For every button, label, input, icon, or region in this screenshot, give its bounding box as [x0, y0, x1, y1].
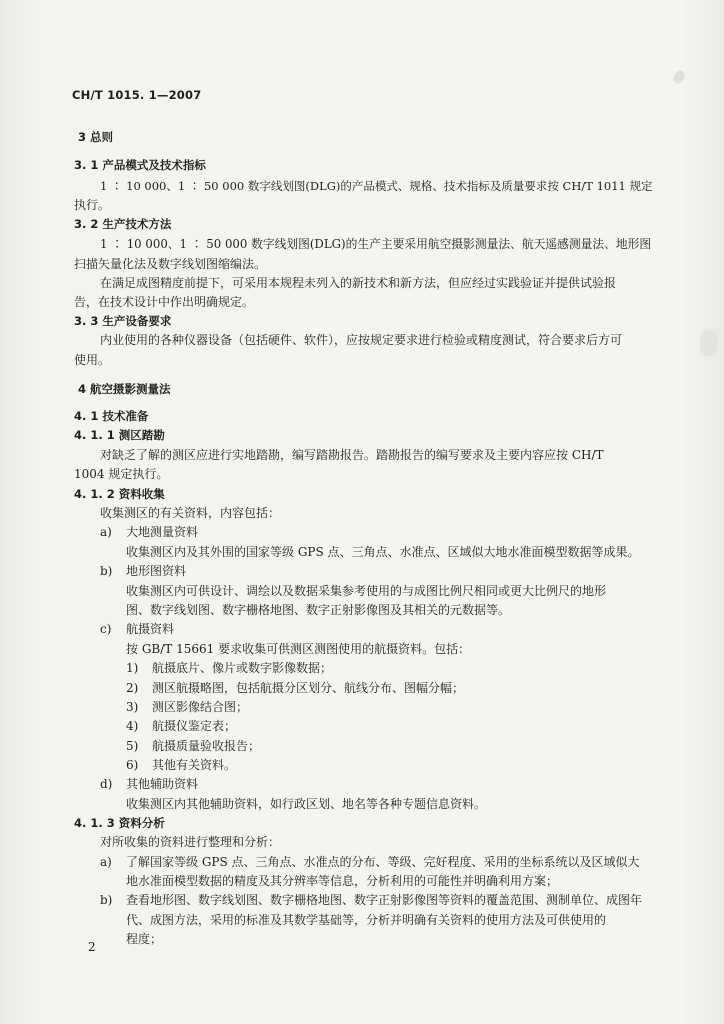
paragraph-line: 1 ∶ 10 000、1 ∶ 50 000 数字线划图(DLG)的产品模式、规格、技术指标及质量要求按 CH/T 1011 规定: [100, 179, 653, 193]
paragraph-line: 内业使用的各种仪器设备（包括硬件、软件），应按规定要求进行检验或精度测试，符合要求后方可: [100, 333, 623, 347]
list-item-title: 大地测量资料: [126, 525, 199, 539]
sub-list-item: 其他有关资料。: [152, 758, 237, 772]
clause-heading: 4. 1. 1 测区踏勘: [74, 428, 165, 442]
paragraph-line: 使用。: [74, 353, 111, 367]
sub-list-marker: 4): [126, 719, 139, 733]
section-heading: 4 航空摄影测量法: [78, 382, 171, 396]
list-marker: c): [100, 622, 112, 636]
subsection-heading: 3. 3 生产设备要求: [74, 314, 172, 328]
paragraph-line: 收集测区内其他辅助资料，如行政区划、地名等各种专题信息资料。: [126, 797, 487, 811]
paragraph-line: 图、数字线划图、数字栅格地图、数字正射影像图及其相关的元数据等。: [126, 603, 511, 617]
paragraph-line: 地水准面模型数据的精度及其分辨率等信息，分析利用的可能性并明确利用方案；: [126, 874, 559, 888]
paragraph-line: 对缺乏了解的测区应进行实地踏勘，编写踏勘报告。踏勘报告的编写要求及主要内容应按 CH/T: [100, 448, 604, 462]
list-marker: a): [100, 525, 112, 539]
paragraph-line: 收集测区内及其外围的国家等级 GPS 点、三角点、水准点、区域似大地水准面模型数据等成果。: [126, 545, 640, 559]
sub-list-marker: 2): [126, 681, 139, 695]
list-item-title: 其他辅助资料: [126, 777, 199, 791]
page-number: 2: [88, 940, 96, 954]
list-marker: a): [100, 855, 112, 869]
subsection-heading: 3. 2 生产技术方法: [74, 217, 172, 231]
scan-speck: [700, 330, 718, 356]
paragraph-line: 执行。: [74, 198, 111, 212]
list-marker: b): [100, 564, 113, 578]
sub-list-marker: 3): [126, 700, 139, 714]
paragraph-line: 程度；: [126, 932, 163, 946]
sub-list-marker: 6): [126, 758, 139, 772]
section-heading: 3 总则: [78, 130, 114, 144]
paragraph-line: 按 GB/T 15661 要求收集可供测区测图使用的航摄资料。包括：: [126, 642, 471, 656]
sub-list-item: 航摄仪鉴定表；: [152, 719, 237, 733]
paragraph-line: 代、成图方法，采用的标准及其数学基础等，分析并明确有关资料的使用方法及可供使用的: [126, 913, 607, 927]
subsection-heading: 3. 1 产品模式及技术指标: [74, 158, 206, 172]
standard-code: CH/T 1015. 1—2007: [72, 88, 202, 102]
paragraph-line: 告，在技术设计中作出明确规定。: [74, 295, 255, 309]
paragraph-line: 在满足成图精度前提下，可采用本规程未列入的新技术和新方法，但应经过实践验证并提供试验报: [100, 276, 617, 290]
paragraph-line: 扫描矢量化法及数字线划图缩编法。: [74, 257, 267, 271]
list-item-title: 航摄资料: [126, 622, 175, 636]
paragraph-line: 了解国家等级 GPS 点、三角点、水准点的分布、等级、完好程度、采用的坐标系统以及区域似大: [126, 855, 640, 869]
clause-heading: 4. 1. 3 资料分析: [74, 816, 165, 830]
sub-list-item: 航摄底片、像片或数字影像数据；: [152, 661, 333, 675]
paragraph-line: 查看地形图、数字线划图、数字栅格地图、数字正射影像图等资料的覆盖范围、测制单位、成图年: [126, 893, 643, 907]
paragraph-line: 1 ∶ 10 000、1 ∶ 50 000 数字线划图(DLG)的生产主要采用航空摄影测量法、航天遥感测量法、地形图: [100, 237, 652, 251]
paragraph-line: 收集测区内可供设计、调绘以及数据采集参考使用的与成图比例尺相同或更大比例尺的地形: [126, 584, 607, 598]
paragraph-line: 1004 规定执行。: [74, 467, 169, 481]
clause-heading: 4. 1. 2 资料收集: [74, 487, 165, 501]
paragraph-line: 对所收集的资料进行整理和分析：: [100, 835, 281, 849]
sub-list-marker: 1): [126, 661, 139, 675]
paragraph-line: 收集测区的有关资料，内容包括：: [100, 506, 281, 520]
list-item-title: 地形图资料: [126, 564, 187, 578]
subsection-heading: 4. 1 技术准备: [74, 409, 149, 423]
list-marker: d): [100, 777, 113, 791]
sub-list-item: 测区航摄略图，包括航摄分区划分、航线分布、图幅分幅；: [152, 681, 465, 695]
sub-list-item: 测区影像结合图；: [152, 700, 249, 714]
list-marker: b): [100, 893, 113, 907]
sub-list-item: 航摄质量验收报告；: [152, 739, 261, 753]
sub-list-marker: 5): [126, 739, 139, 753]
scan-speck: [671, 68, 687, 85]
